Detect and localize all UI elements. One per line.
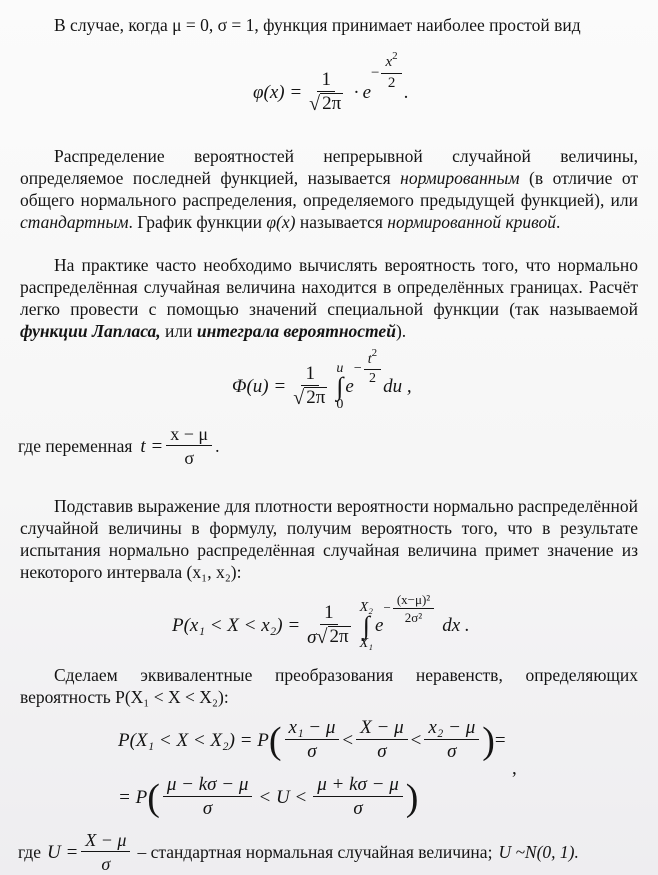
formula-transform-line1: P(X₁ < X < X₂) = P ( $\frac{\text{x₁ − μ}}{\sigma}$ < $\frac{X - \mu}{\sigma}$ < $\frac{\text{x₂ − μ}}{\sigma}$ ) = xyxy=(118,717,506,762)
paragraph-laplace: На практике часто необходимо вычислять вероятность того, что нормально распределённая случайная величина находится в определённых границах. Расчёт легко провести с помощью значений специальной функции (так называемой функции Лапласа, или интеграла вероятностей). xyxy=(20,255,638,341)
integral-sign: u ∫ 0 xyxy=(336,361,344,412)
paragraph-transformations: Сделаем эквивалентные преобразования неравенств, определяющих вероятность P(X₁ < X < X₂): xyxy=(20,665,638,707)
fraction: 1 √ 2π xyxy=(309,69,342,115)
where-variable-t: где переменная t = $\frac{x - \mu}{\sigma}$ . xyxy=(18,424,220,468)
paragraph-normalized: Распределение вероятностей непрерывной случайной величины, определяемое последней функцией, называется нормированным (в отличие от общего нормального распределения, определяемого предыдущей функцией), или стандартным. График функции φ(x) называется нормированной кривой. xyxy=(20,146,638,232)
where-variable-u: где U = $\frac{X - \mu}{\sigma}$ – стандартная нормальная случайная величина; U ~N(0, 1). xyxy=(18,830,579,874)
paragraph-standard-case: В случае, когда μ = 0, σ = 1, функция принимает наиболее простой вид xyxy=(54,15,581,35)
formula-transform-line2: = P ( $\frac{\mu - k\sigma - \mu}{\sigma}$ < U < $\frac{\mu + k\sigma - \mu}{\sigma}$ ) xyxy=(118,774,419,819)
integral-sign: X₂ ∫ X₁ xyxy=(359,600,374,651)
formula-laplace: Φ(u) = 1 √ 2π u ∫ 0 e − $\frac{t^2}{2}$ du , xyxy=(232,346,412,412)
formula-comma: , xyxy=(512,758,517,779)
formula-phi: φ(x) = 1 √ 2π · e − $\frac{x^2}{2}$ . xyxy=(253,50,409,115)
paragraph-substitution: Подставив выражение для плотности вероятности нормально распределённой случайной величины в формулу, получим вероятность того, что в результате испытания нормально распределённая случайная величина примет значение из некоторого интервала (x₁, x₂): xyxy=(20,496,638,582)
formula-interval-probability: P(x₁ < X < x₂) = 1 σ √ 2π X₂ ∫ X₁ e − $\frac{\text{(x−μ)²}}{\text{2σ²}}$ dx . xyxy=(172,591,470,651)
